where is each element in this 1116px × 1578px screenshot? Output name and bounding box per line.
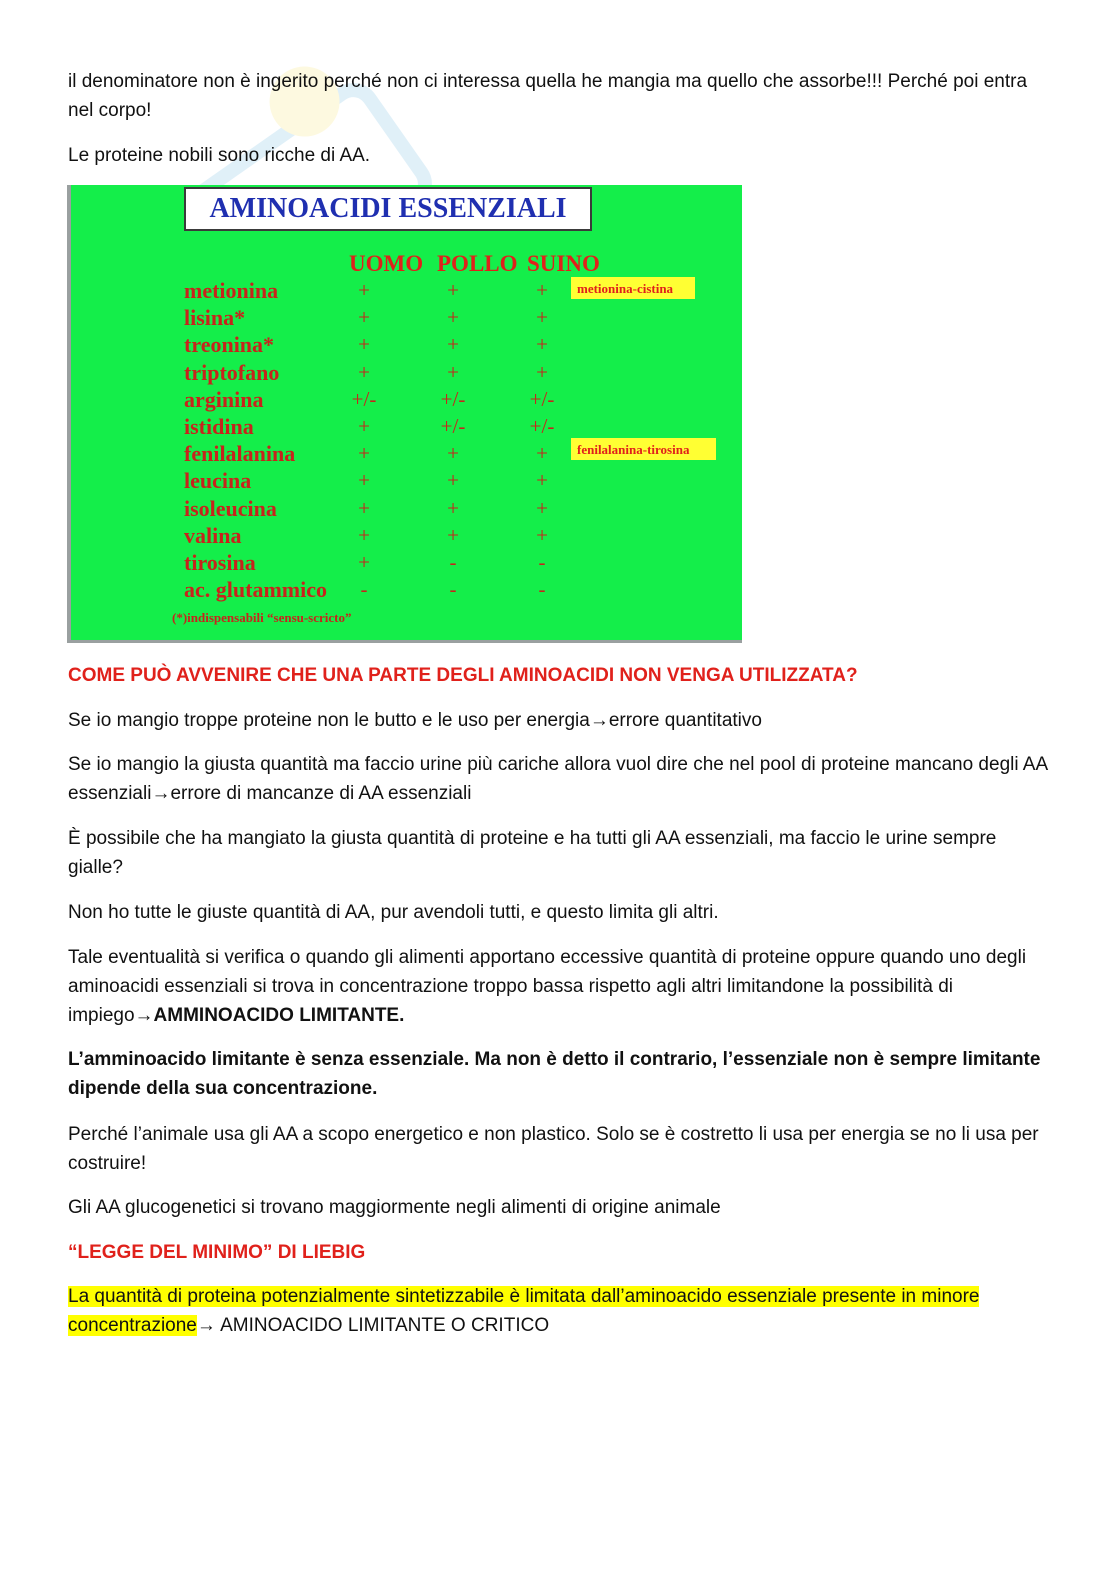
value-suino: - bbox=[538, 577, 546, 602]
column-header-uomo: UOMO bbox=[349, 251, 424, 276]
arrow-icon: → bbox=[134, 1005, 154, 1026]
value-pollo: - bbox=[449, 577, 457, 602]
value-pollo: + bbox=[447, 305, 459, 330]
amino-acid-name: lisina* bbox=[184, 305, 246, 331]
value-suino: +/- bbox=[529, 386, 555, 411]
amino-acid-name: treonina* bbox=[184, 332, 275, 358]
paragraph-limiting-essential: L’amminoacido limitante è senza essenziale. Ma non è detto il contrario, l’essenziale non è sempre limitante dipende della sua concentrazione. bbox=[68, 1049, 1041, 1099]
paragraph-intro: il denominatore non è ingerito perché non ci interessa quella he mangia ma quello che assorbe!!! Perché poi entra nel corpo! bbox=[68, 71, 1028, 121]
amino-acid-name: metionina bbox=[184, 278, 279, 303]
value-uomo: + bbox=[358, 332, 370, 357]
arrow-icon: → bbox=[196, 1315, 216, 1336]
value-pollo: - bbox=[449, 550, 457, 574]
paragraph-quantities: Non ho tutte le giuste quantità di AA, pur avendoli tutti, e questo limita gli altri. bbox=[68, 902, 719, 923]
value-uomo: - bbox=[360, 577, 368, 602]
value-suino: + bbox=[536, 495, 548, 520]
heading-liebig-law: “LEGGE DEL MINIMO” DI LIEBIG bbox=[68, 1242, 366, 1263]
value-suino: +/- bbox=[529, 414, 555, 438]
value-uomo: + bbox=[358, 414, 370, 438]
amino-acid-name: fenilalanina bbox=[184, 441, 296, 467]
paragraph-energy-use: Perché l’animale usa gli AA a scopo energetico e non plastico. Solo se è costretto li usa per energia se no li usa per costruire! bbox=[68, 1124, 1039, 1174]
value-suino: + bbox=[536, 278, 548, 302]
value-uomo: + bbox=[358, 359, 370, 384]
value-uomo: + bbox=[358, 495, 370, 520]
amino-acid-name: leucina bbox=[184, 468, 252, 494]
amino-acids-slide bbox=[67, 185, 742, 643]
value-uomo: + bbox=[358, 522, 370, 547]
note-fenilalanina-tirosina: fenilalanina-tirosina bbox=[577, 442, 690, 457]
amino-acid-name: tirosina bbox=[184, 550, 256, 575]
value-suino: + bbox=[536, 441, 548, 466]
value-pollo: + bbox=[447, 332, 459, 357]
column-header-suino: SUINO bbox=[527, 251, 600, 276]
value-uomo: + bbox=[358, 550, 370, 574]
value-suino: - bbox=[538, 550, 546, 574]
value-pollo: +/- bbox=[440, 414, 466, 438]
arrow-icon: → bbox=[151, 783, 171, 804]
paragraph-quantitative-error: Se io mangio troppe proteine non le butto e le uso per energia→errore quantitativo bbox=[68, 710, 762, 731]
amino-acid-name: valina bbox=[184, 522, 242, 548]
value-uomo: + bbox=[358, 278, 370, 302]
value-suino: + bbox=[536, 305, 548, 330]
paragraph-liebig-definition: La quantità di proteina potenzialmente sintetizzabile è limitata dall’aminoacido essenziale presente in minore concentrazione→ AMINOACIDO LIMITANTE O CRITICO bbox=[68, 1286, 980, 1336]
value-pollo: + bbox=[447, 278, 459, 302]
slide-footnote: (*)indispensabili “sensu-scricto” bbox=[172, 610, 352, 625]
paragraph-noble-proteins: Le proteine nobili sono ricche di AA. bbox=[68, 145, 371, 166]
value-pollo: + bbox=[447, 441, 459, 466]
value-uomo: +/- bbox=[351, 386, 377, 411]
slide-title: AMINOACIDI ESSENZIALI bbox=[184, 187, 592, 231]
value-pollo: + bbox=[447, 495, 459, 520]
value-uomo: + bbox=[358, 468, 370, 493]
highlighted-text: La quantità di proteina potenzialmente sintetizzabile è limitata dall’aminoacido essenziale presente in minore concentrazione bbox=[68, 1286, 980, 1336]
heading-unused-amino-acids: COME PUÒ AVVENIRE CHE UNA PARTE DEGLI AMINOACIDI NON VENGA UTILIZZATA? bbox=[68, 665, 858, 686]
value-uomo: + bbox=[358, 305, 370, 330]
amino-acid-name: triptofano bbox=[184, 359, 280, 385]
value-pollo: + bbox=[447, 468, 459, 493]
value-suino: + bbox=[536, 522, 548, 547]
amino-acid-name: ac. glutammico bbox=[184, 577, 327, 603]
paragraph-question-urine: È possibile che ha mangiato la giusta quantità di proteine e ha tutti gli AA essenziali, ma faccio le urine sempre gialle? bbox=[68, 828, 997, 878]
paragraph-limiting-definition: Tale eventualità si verifica o quando gli alimenti apportano eccessive quantità di proteine oppure quando uno degli aminoacidi essenziali si trova in concentrazione troppo bassa rispetto agli altri limitandone la possibilità di impiego→AMMINOACIDO LIMITANTE. bbox=[68, 947, 1027, 1026]
amino-acid-name: arginina bbox=[184, 386, 264, 412]
paragraph-glucogenic: Gli AA glucogenetici si trovano maggiormente negli alimenti di origine animale bbox=[68, 1197, 721, 1218]
amino-acid-name: isoleucina bbox=[184, 495, 277, 521]
value-suino: + bbox=[536, 359, 548, 384]
value-suino: + bbox=[536, 332, 548, 357]
value-suino: + bbox=[536, 468, 548, 493]
column-header-pollo: POLLO bbox=[437, 251, 518, 276]
note-metionina-cistina: metionina-cistina bbox=[577, 281, 674, 296]
value-uomo: + bbox=[358, 441, 370, 466]
arrow-icon: → bbox=[589, 710, 609, 731]
value-pollo: + bbox=[447, 522, 459, 547]
paragraph-missing-essential: Se io mangio la giusta quantità ma faccio urine più cariche allora vuol dire che nel pool di proteine mancano degli AA essenziali→errore di mancanze di AA essenziali bbox=[68, 754, 1048, 804]
value-pollo: +/- bbox=[440, 386, 466, 411]
amino-acid-name: istidina bbox=[184, 414, 254, 439]
value-pollo: + bbox=[447, 359, 459, 384]
